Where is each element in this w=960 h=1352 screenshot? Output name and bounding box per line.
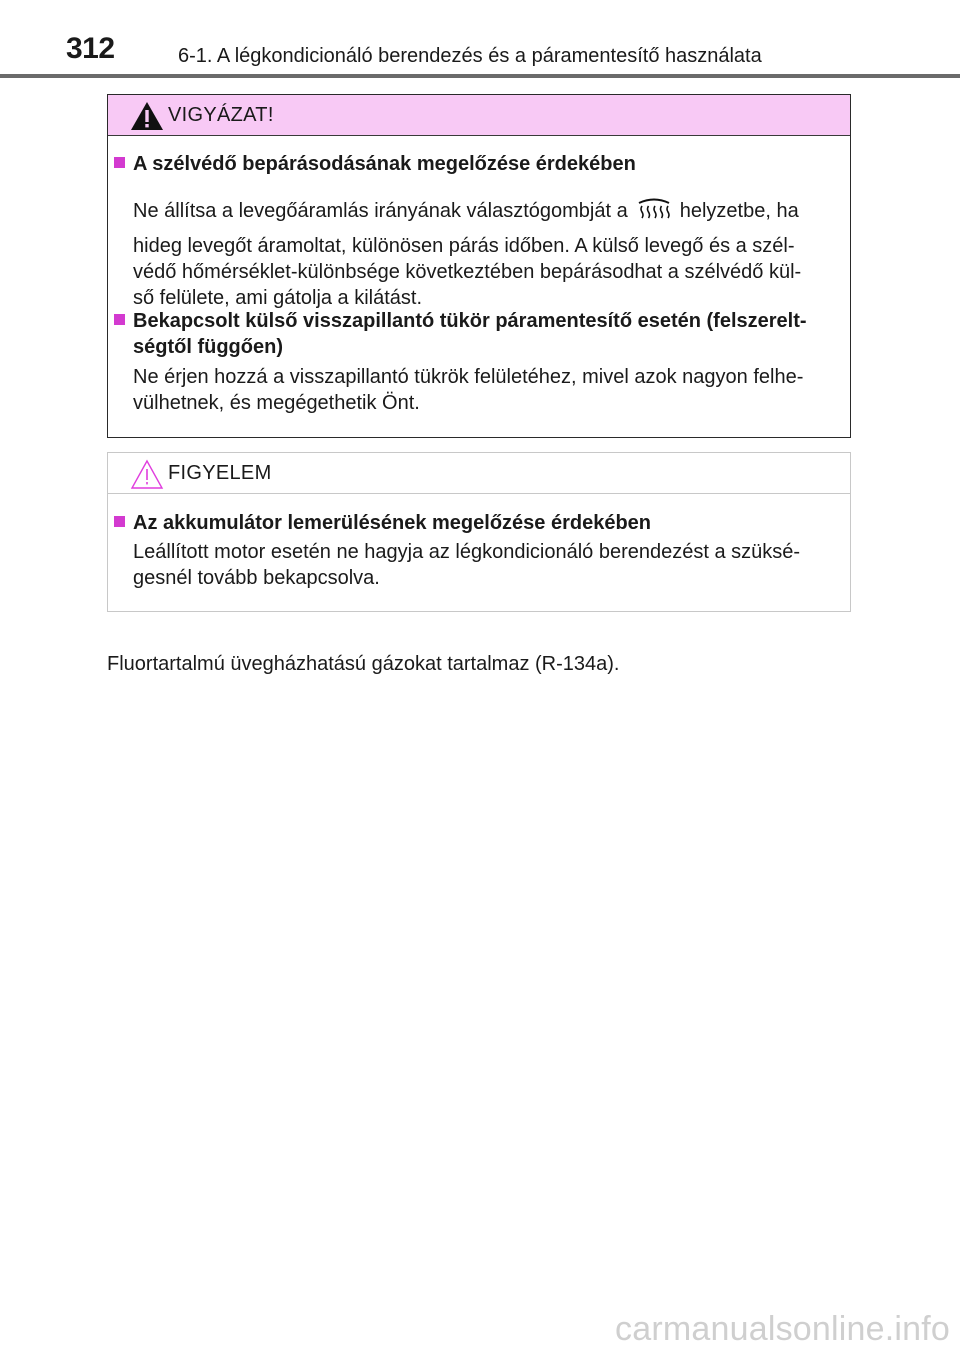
caution-item-body-2: Ne érjen hozzá a visszapillantó tükrök felületéhez, mivel azok nagyon felhe- vülhetnek, és megégethetik Önt. <box>133 366 804 414</box>
notice-item-body: Leállított motor esetén ne hagyja az légkondicionáló berendezést a szüksé- gesnél tovább bekapcsolva. <box>133 541 801 589</box>
caution-box <box>107 94 851 438</box>
notice-header <box>108 453 850 494</box>
notice-box <box>107 452 851 612</box>
caution-item-title-2: Bekapcsolt külső visszapillantó tükör páramentesítő esetén (felszerelt- ségtől függően) <box>114 308 844 360</box>
windshield-defroster-icon <box>634 197 674 221</box>
warning-triangle-icon <box>128 99 166 133</box>
caution-item-title: A szélvédő bepárásodásának megelőzése érdekében <box>114 151 844 177</box>
warning-outline-triangle-icon <box>128 457 166 491</box>
square-bullet-icon <box>114 314 125 325</box>
caution-header <box>108 95 850 136</box>
square-bullet-icon <box>114 516 125 527</box>
notice-label: FIGYELEM <box>168 462 272 484</box>
page-header <box>0 0 960 80</box>
page-number: 312 <box>66 32 115 65</box>
notice-item-title: Az akkumulátor lemerülésének megelőzése érdekében <box>114 510 844 536</box>
site-watermark: carmanualsonline.info <box>615 1310 950 1348</box>
square-bullet-icon <box>114 157 125 168</box>
header-rule <box>0 74 960 78</box>
caution-item-body: Ne állítsa a levegőáramlás irányának választógombját a helyzetbe, ha <box>133 197 845 224</box>
refrigerant-note: Fluortartalmú üvegházhatású gázokat tartalmaz (R-134a). <box>107 653 620 675</box>
chapter-title: 6-1. A légkondicionáló berendezés és a páramentesítő használata <box>178 45 762 67</box>
caution-label: VIGYÁZAT! <box>168 104 274 126</box>
caution-item-body-cont: hideg levegőt áramoltat, különösen párás időben. A külső levegő és a szél- védő hőmérséklet-különbsége következtében bepárásodhat a szélvédő kül- ső felülete, ami gátolja a kilátást. <box>133 235 802 309</box>
